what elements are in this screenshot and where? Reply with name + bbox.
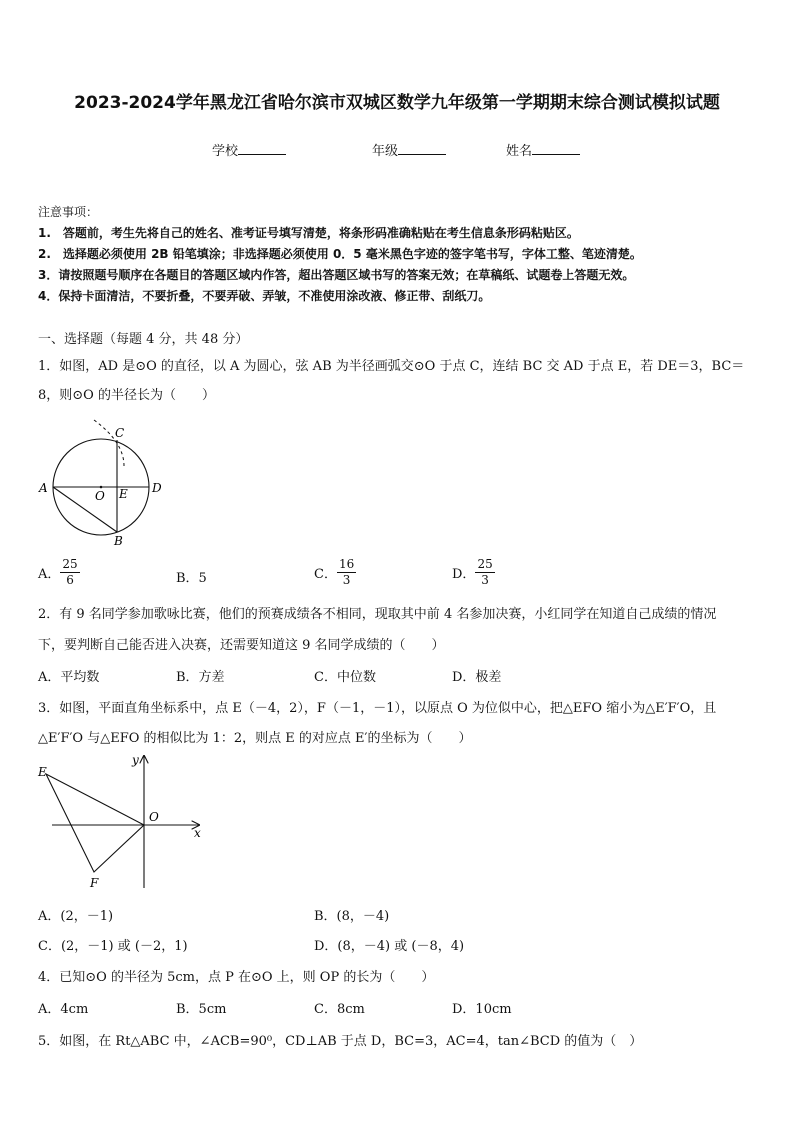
option-b[interactable]: B．5 bbox=[176, 571, 207, 586]
label-b: B bbox=[114, 534, 123, 548]
option-a-label: A． bbox=[38, 567, 61, 582]
denominator: 3 bbox=[342, 573, 351, 587]
grade-label: 年级 bbox=[372, 144, 399, 159]
numerator: 16 bbox=[338, 557, 355, 571]
notice-item: 3．请按照题号顺序在各题目的答题区域内作答，超出答题区域书写的答案无效；在草稿纸、试题卷上答题无效。 bbox=[38, 268, 635, 282]
numerator: 25 bbox=[477, 557, 493, 571]
section-heading: 一、选择题（每题 4 分，共 48 分） bbox=[38, 332, 249, 347]
grade-blank bbox=[398, 142, 446, 155]
option-b[interactable]: B．(8，－4) bbox=[314, 909, 390, 924]
name-label: 姓名 bbox=[506, 144, 533, 159]
option-d[interactable] bbox=[452, 557, 495, 588]
label-x: x bbox=[194, 826, 201, 840]
label-d: D bbox=[152, 481, 162, 495]
name-field bbox=[506, 140, 580, 159]
label-e: E bbox=[38, 765, 47, 779]
denominator: 3 bbox=[481, 573, 489, 587]
option-c[interactable]: C．(2，－1) 或 (－2，1) bbox=[38, 939, 188, 954]
question-2-text-cont: 下，要判断自己能否进入决赛，还需要知道这 9 名同学成绩的（ ） bbox=[38, 638, 445, 653]
option-c[interactable] bbox=[314, 557, 356, 588]
center-dot bbox=[100, 486, 103, 489]
fraction bbox=[60, 557, 79, 588]
label-f: F bbox=[90, 876, 99, 890]
option-c[interactable]: C．中位数 bbox=[314, 670, 376, 685]
triangle-efo bbox=[46, 774, 144, 872]
label-c: C bbox=[115, 426, 125, 440]
coordinate-figure bbox=[34, 750, 214, 892]
school-field bbox=[212, 140, 286, 159]
option-c-label: C． bbox=[314, 567, 337, 582]
fraction bbox=[337, 557, 356, 588]
option-a[interactable] bbox=[38, 557, 80, 588]
label-y: y bbox=[132, 753, 139, 767]
option-c[interactable]: C．8cm bbox=[314, 1002, 365, 1017]
question-1-text-cont: 8，则⊙O 的半径长为（ ） bbox=[38, 388, 215, 403]
notice-item: 2. 选择题必须使用 2B 铅笔填涂；非选择题必须使用 0．5 毫米黑色字迹的签字笔书写，字体工整、笔迹清楚。 bbox=[38, 247, 642, 261]
label-o: O bbox=[95, 489, 105, 503]
option-b[interactable]: B．方差 bbox=[176, 670, 225, 685]
label-o: O bbox=[149, 810, 159, 824]
option-d[interactable]: D．极差 bbox=[452, 670, 502, 685]
label-e: E bbox=[119, 487, 128, 501]
option-a[interactable]: A．(2，－1) bbox=[38, 909, 114, 924]
option-d-label: D． bbox=[452, 567, 476, 582]
name-blank bbox=[532, 142, 580, 155]
question-1-text: 1．如图，AD 是⊙O 的直径，以 A 为圆心，弦 AB 为半径画弧交⊙O 于点 C，连结 BC 交 AD 于点 E，若 DE＝3，BC＝ bbox=[38, 359, 745, 374]
option-d[interactable]: D．(8，－4) 或 (－8，4) bbox=[314, 939, 465, 954]
notice-item: 1. 答题前，考生先将自己的姓名、准考证号填写清楚，将条形码准确粘贴在考生信息条形码粘贴区。 bbox=[38, 226, 579, 240]
school-blank bbox=[238, 142, 286, 155]
question-3-text-cont: △E′F′O 与△EFO 的相似比为 1：2，则点 E 的对应点 E′的坐标为（ ） bbox=[38, 731, 472, 746]
grade-field bbox=[372, 140, 446, 159]
question-2-text: 2．有 9 名同学参加歌咏比赛，他们的预赛成绩各不相同，现取其中前 4 名参加决赛，小红同学在知道自己成绩的情况 bbox=[38, 607, 717, 622]
chord-ab bbox=[53, 487, 117, 532]
page-title: 2023-2024学年黑龙江省哈尔滨市双城区数学九年级第一学期期末综合测试模拟试题 bbox=[74, 93, 720, 113]
fraction bbox=[475, 557, 494, 588]
question-5-text: 5．如图，在 Rt△ABC 中，∠ACB=90⁰，CD⊥AB 于点 D，BC=3，AC=4，tan∠BCD 的值为（ ） bbox=[38, 1034, 643, 1049]
notice-heading: 注意事项： bbox=[38, 205, 99, 219]
notice-item: 4．保持卡面清洁，不要折叠，不要弄破、弄皱，不准使用涂改液、修正带、刮纸刀。 bbox=[38, 289, 491, 303]
numerator: 25 bbox=[62, 557, 78, 571]
denominator: 6 bbox=[66, 573, 74, 587]
option-a[interactable]: A．平均数 bbox=[38, 670, 100, 685]
school-label: 学校 bbox=[212, 144, 239, 159]
circle-figure bbox=[36, 414, 166, 550]
option-b[interactable]: B．5cm bbox=[176, 1002, 227, 1017]
question-4-text: 4．已知⊙O 的半径为 5cm，点 P 在⊙O 上，则 OP 的长为（ ） bbox=[38, 970, 435, 985]
option-d[interactable]: D．10cm bbox=[452, 1002, 512, 1017]
label-a: A bbox=[39, 481, 48, 495]
option-a[interactable]: A．4cm bbox=[38, 1002, 89, 1017]
question-3-text: 3．如图，平面直角坐标系中，点 E（－4，2），F（－1，－1），以原点 O 为位似中心，把△EFO 缩小为△E′F′O，且 bbox=[38, 701, 717, 716]
